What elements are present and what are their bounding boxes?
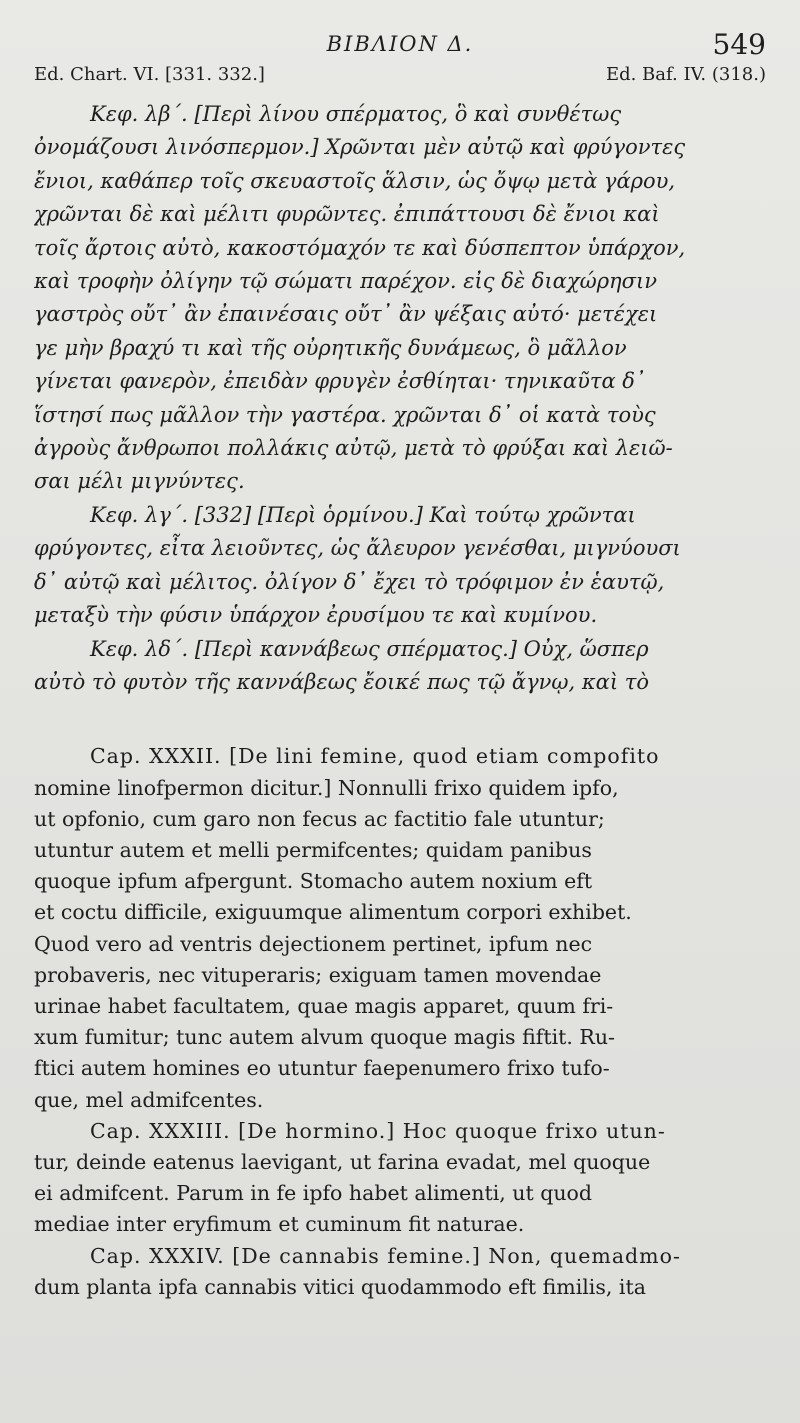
latin-line: probaveris, nec vituperaris; exiguam tamen movendae xyxy=(34,962,602,987)
latin-line: Cap. XXXII. [De lini femine, quod etiam compofito xyxy=(90,744,660,769)
latin-line: urinae habet facultatem, quae magis apparet, quum fri- xyxy=(34,993,614,1018)
latin-line: et coctu difficile, exiguumque alimentum corpori exhibet. xyxy=(34,900,632,925)
latin-line: Cap. XXXIV. [De cannabis femine.] Non, quemadmo- xyxy=(90,1243,681,1268)
latin-line: tur, deinde eatenus laevigant, ut farina evadat, mel quoque xyxy=(34,1149,651,1174)
greek-line: μεταξὺ τὴν φύσιν ὑπάρχον ἐρυσίμου τε καὶ κυμίνου. xyxy=(34,603,598,628)
latin-line: ftici autem homines eo utuntur faepenumero frixo tufo- xyxy=(34,1056,610,1081)
edition-left: Ed. Chart. VI. [331. 332.] xyxy=(34,64,265,85)
greek-line: ἵστησί πως μᾶλλον τὴν γαστέρα. χρῶνται δ᾽ οἱ κατὰ τοὺς xyxy=(34,402,656,427)
greek-line: σαι μέλι μιγνύντες. xyxy=(34,469,245,494)
greek-line: φρύγοντες, εἶτα λειοῦντες, ὡς ἄλευρον γενέσθαι, μιγνύουσι xyxy=(34,536,681,561)
greek-line: Κεφ. λβ΄. [Περὶ λίνου σπέρματος, ὃ καὶ συνθέτως xyxy=(90,102,622,126)
page-number: 549 xyxy=(712,28,766,61)
greek-line: ὀνομάζουσι λινόσπερμον.] Χρῶνται μὲν αὐτῷ καὶ φρύγοντες xyxy=(34,135,686,160)
latin-line: dum planta ipfa cannabis vitici quodammodo eft fimilis, ita xyxy=(34,1274,646,1299)
latin-line: que, mel admifcentes. xyxy=(34,1087,264,1112)
greek-line: χρῶνται δὲ καὶ μέλιτι φυρῶντες. ἐπιπάττουσι δὲ ἔνιοι καὶ xyxy=(34,202,660,227)
latin-line: utuntur autem et melli permifcentes; quidam panibus xyxy=(34,837,592,862)
greek-line: Κεφ. λγ΄. [332] [Περὶ ὁρμίνου.] Καὶ τούτῳ χρῶνται xyxy=(90,502,636,527)
greek-line: ἔνιοι, καθάπερ τοῖς σκευαστοῖς ἅλσιν, ὡς ὄψῳ μετὰ γάρου, xyxy=(34,168,676,193)
greek-line: καὶ τροφὴν ὀλίγην τῷ σώματι παρέχον. εἰς δὲ διαχώρησιν xyxy=(34,269,657,294)
edition-right: Ed. Baf. IV. (318.) xyxy=(605,64,766,85)
section-gap xyxy=(34,699,766,741)
greek-text xyxy=(34,98,766,699)
latin-line: ut opfonio, cum garo non fecus ac factitio fale utuntur; xyxy=(34,806,605,831)
greek-line: γε μὴν βραχύ τι καὶ τῆς οὐρητικῆς δυνάμεως, ὃ μᾶλλον xyxy=(34,335,627,360)
greek-line: ἀγροὺς ἄνθρωποι πολλάκις αὐτῷ, μετὰ τὸ φρύξαι καὶ λειῶ- xyxy=(34,436,673,461)
latin-text xyxy=(34,741,766,1303)
latin-line: quoque ipfum afpergunt. Stomacho autem noxium eft xyxy=(34,869,593,894)
greek-line: αὐτὸ τὸ φυτὸν τῆς καννάβεως ἔοικέ πως τῷ ἄγνῳ, καὶ τὸ xyxy=(34,669,649,694)
latin-line: Cap. XXXIII. [De hormino.] Hoc quoque frixo utun- xyxy=(90,1118,666,1143)
greek-line: γίνεται φανερὸν, ἐπειδὰν φρυγὲν ἐσθίηται· τηνικαῦτα δ᾽ xyxy=(34,369,646,394)
latin-line: nomine linofpermon dicitur.] Nonnulli frixo quidem ipfo, xyxy=(34,775,619,800)
page-header xyxy=(34,18,766,60)
running-title: ΒΙΒΛΙΟΝ Δ. xyxy=(326,32,474,56)
edition-line xyxy=(34,64,766,96)
greek-line: Κεφ. λδ΄. [Περὶ καννάβεως σπέρματος.] Οὐχ, ὥσπερ xyxy=(90,636,649,661)
latin-line: Quod vero ad ventris dejectionem pertinet, ipfum nec xyxy=(34,931,593,956)
latin-line: mediae inter eryfimum et cuminum fit naturae. xyxy=(34,1212,525,1237)
greek-line: γαστρὸς οὔτ᾽ ἂν ἐπαινέσαις οὔτ᾽ ἂν ψέξαις αὐτό· μετέχει xyxy=(34,302,658,327)
latin-line: xum fumitur; tunc autem alvum quoque magis fiftit. Ru- xyxy=(34,1025,615,1050)
greek-line: δ᾽ αὐτῷ καὶ μέλιτος. ὀλίγον δ᾽ ἔχει τὸ τρόφιμον ἐν ἑαυτῷ, xyxy=(34,569,665,594)
greek-line: τοῖς ἄρτοις αὐτὸ, κακοστόμαχόν τε καὶ δύσπεπτον ὑπάρχον, xyxy=(34,235,686,260)
latin-line: ei admifcent. Parum in fe ipfo habet alimenti, ut quod xyxy=(34,1181,593,1206)
